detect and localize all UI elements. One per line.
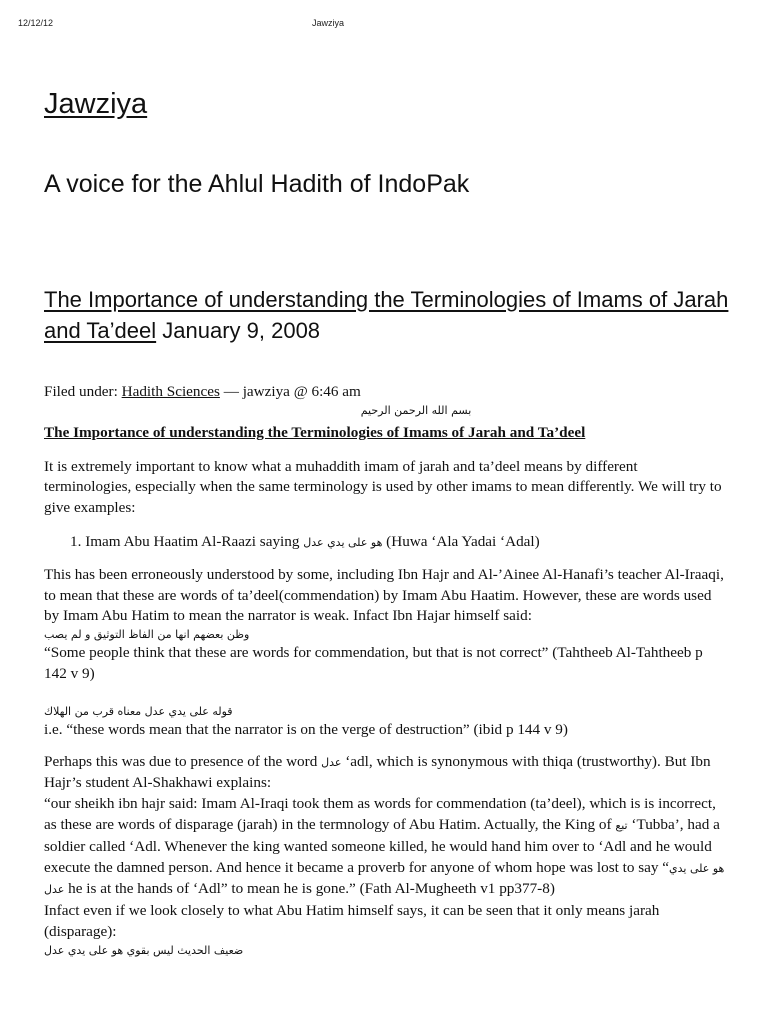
arabic-word: عدل — [321, 755, 342, 769]
paragraph-text: “our sheikh ibn hajr said: Imam Al-Iraqi took them as words for commendation (ta’deel), which is is incorrect, as these are words of disparage (jarah) in the termnology of Abu Hatim. Actually, the King of — [44, 795, 716, 833]
paragraph — [44, 752, 728, 795]
site-tagline: A voice for the Ahlul Hadith of IndoPak — [44, 170, 470, 198]
paragraph — [44, 794, 728, 901]
paragraph-text: he is at the hands of ‘Adl” to mean he is gone.” (Fath Al-Mugheeth v1 pp377-8) — [68, 880, 555, 898]
paragraph: This has been erroneously understood by some, including Ibn Hajr and Al-’Ainee Al-Hanafi’s teacher Al-Iraaqi, to mean that these are words of ta’deel(commendation) by Imam Abu Haatim. However, these are words used by Imam Abu Hatim to mean the narrator is weak. Infact Ibn Hajar himself said: — [44, 565, 724, 625]
category-link[interactable]: Hadith Sciences — [121, 383, 220, 400]
paragraph-text: Perhaps this was due to presence of the word — [44, 752, 318, 770]
transliteration: (Huwa ‘Ala Yadai ‘Adal) — [386, 532, 540, 550]
paragraph-text: ‘adl, which is synonymous with thiqa (trustworthy). But Ibn Hajr’s student Al-Shakhawi explains: — [44, 752, 711, 792]
arabic-quote: قوله على يدي عدل معناه قرب من الهلاك — [44, 704, 233, 718]
arabic-word: تبع — [615, 818, 628, 832]
article-heading: The Importance of understanding the Terminologies of Imams of Jarah and Ta’deel — [44, 423, 586, 441]
post-meta — [44, 382, 728, 403]
arabic-quote: وظن بعضهم انها من الفاظ التوثيق و لم يصب — [44, 628, 250, 642]
paragraph: Infact even if we look closely to what Abu Hatim himself says, it can be seen that it only means jarah (disparage): — [44, 902, 660, 940]
print-page-title: Jawziya — [312, 18, 345, 28]
post-date: January 9, 2008 — [162, 318, 321, 343]
post-title-link[interactable]: The Importance of understanding the Terminologies of Imams of Jarah and Ta’deel — [44, 287, 729, 343]
paragraph: i.e. “these words mean that the narrator is on the verge of destruction” (ibid p 144 v 9) — [44, 720, 568, 738]
intro-paragraph: It is extremely important to know what a muhaddith imam of jarah and ta’deel means by different terminologies, especially when the same terminology is used by other imams to mean differently. We will try to give examples: — [44, 457, 722, 517]
arabic-quote: ضعيف الحديث ليس بقوي هو على يدي عدل — [44, 943, 244, 957]
site-title-link[interactable]: Jawziya — [44, 88, 148, 120]
basmala-text: بسم الله الرحمن الرحيم — [360, 403, 472, 417]
list-item-text: 1. Imam Abu Haatim Al-Raazi saying — [70, 532, 300, 550]
author-time: — jawziya @ 6:46 am — [223, 383, 361, 400]
print-date: 12/12/12 — [18, 18, 54, 28]
post-title — [44, 284, 734, 346]
paragraph: “Some people think that these are words for commendation, but that is not correct” (Tahtheeb Al-Tahtheeb p 142 v 9) — [44, 644, 703, 682]
list-item — [44, 532, 728, 554]
post-content — [44, 382, 728, 959]
paragraph-text: ‘Tubba’, had a soldier called ‘Adl. Whenever the king wanted someone killed, he would hand him over to ‘Adl and he would execute the damned person. And hence it became a proverb for anyone of whom hope was lost to say “ — [44, 815, 720, 876]
filed-under-label: Filed under: — [44, 383, 118, 400]
arabic-phrase: هو على يدي عدل — [303, 535, 383, 549]
arabic-phrase: هو على يدي عدل — [44, 861, 725, 897]
